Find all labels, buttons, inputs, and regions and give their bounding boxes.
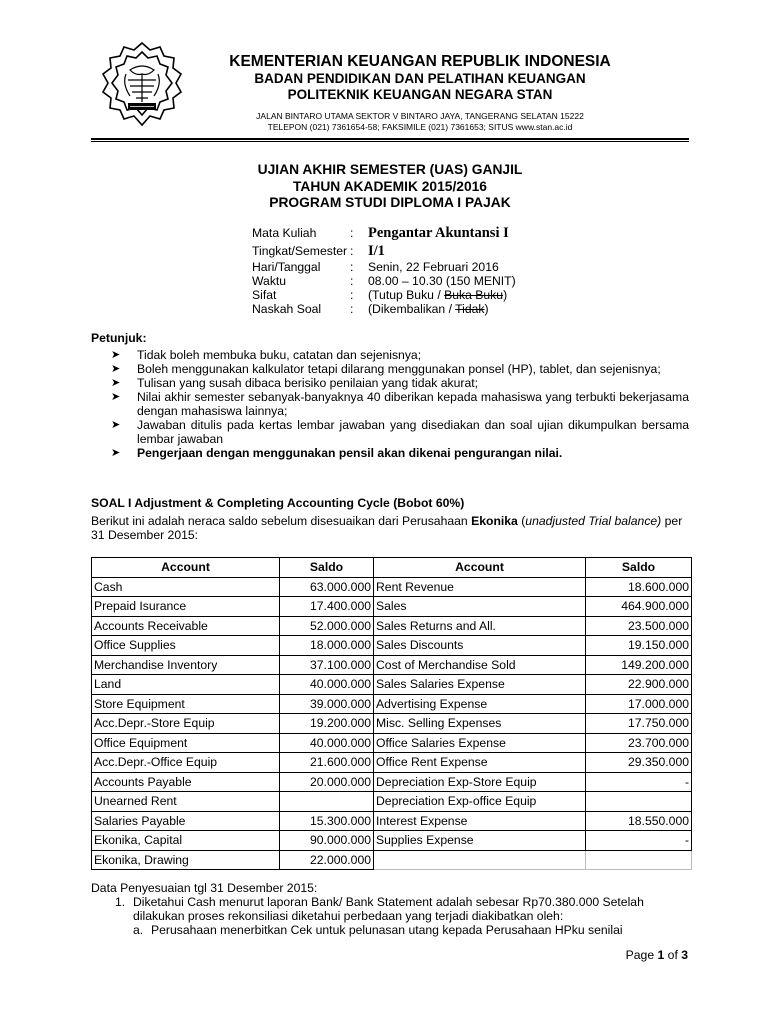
info-row-level: Tingkat/Semester : I/1 (252, 243, 385, 259)
ministry-name: KEMENTERIAN KEUANGAN REPUBLIK INDONESIA (229, 53, 611, 70)
info-row-date: Hari/Tanggal : Senin, 22 Februari 2016 (252, 260, 499, 274)
sheet-value: (Dikembalikan / Tidak) (368, 302, 489, 316)
exam-title-line3: PROGRAM STUDI DIPLOMA I PAJAK (269, 195, 511, 210)
letterhead (190, 52, 650, 133)
exam-info (252, 224, 516, 316)
list-item: ➤ Pengerjaan dengan menggunakan pensil akan dikenai pengurangan nilai. (111, 446, 563, 460)
column-header: Account (92, 558, 280, 578)
exam-title-line1: UJIAN AKHIR SEMESTER (UAS) GANJIL (257, 162, 523, 177)
time-value: 08.00 – 10.30 (150 MENIT) (368, 274, 516, 288)
level-value: I/1 (368, 243, 385, 259)
question-intro: Berikut ini adalah neraca saldo sebelum disesuaikan dari Perusahaan Ekonika (unadjusted Trial balance) per 31 Desember 2015: (91, 513, 683, 542)
table-row: Accounts Payable 20.000.000 Depreciation Exp-Store Equip - (92, 772, 692, 792)
header-rule-thick (91, 138, 689, 140)
table-row: Land 40.000.000 Sales Salaries Expense 22.900.000 (92, 675, 692, 695)
list-item: ➤ Boleh menggunakan kalkulator tetapi dilarang menggunakan ponsel (HP), tablet, dan sejenisnya; (111, 362, 661, 376)
list-item: ➤ Tulisan yang susah dibaca berisiko penilaian yang tidak akurat; (111, 376, 479, 390)
contact: TELEPON (021) 7361654-58; FAKSIMILE (021) 7361653; SITUS www.stan.ac.id (267, 122, 573, 132)
exam-title (91, 162, 689, 212)
table-row: Prepaid Isurance 17.400.000 Sales 464.900.000 (92, 597, 692, 617)
arrow-bullet-icon: ➤ (111, 419, 121, 431)
address: JALAN BINTARO UTAMA SEKTOR V BINTARO JAYA, TANGERANG SELATAN 15222 (256, 111, 584, 121)
ministry-logo-icon (100, 40, 184, 132)
table-row: Acc.Depr.-Store Equip 19.200.000 Misc. Selling Expenses 17.750.000 (92, 714, 692, 734)
arrow-bullet-icon: ➤ (111, 363, 121, 375)
column-header: Account (374, 558, 586, 578)
info-row-course: Mata Kuliah : Pengantar Akuntansi I (252, 225, 509, 241)
list-item-continuation: dilakukan proses rekonsiliasi diketahui perbedaan yang terjadi diakibatkan oleh: (133, 909, 564, 923)
question-section (91, 496, 689, 543)
adjustment-data (91, 881, 689, 937)
page-number: Page 1 of 3 (625, 948, 688, 962)
arrow-bullet-icon: ➤ (111, 391, 121, 403)
table-row: Salaries Payable 15.300.000 Interest Expense 18.550.000 (92, 811, 692, 831)
arrow-bullet-icon: ➤ (111, 447, 121, 459)
instructions-title: Petunjuk: (91, 331, 147, 345)
info-row-sheet: Naskah Soal : (Dikembalikan / Tidak) (252, 302, 489, 316)
list-item: a. Perusahaan menerbitkan Cek untuk pelunasan utang kepada Perusahaan HPku senilai (133, 923, 623, 937)
header-rule-thin (91, 141, 689, 142)
list-item: ➤ Tidak boleh membuka buku, catatan dan sejenisnya; (111, 348, 422, 362)
list-item: ➤ Nilai akhir semester sebanyak-banyaknya 40 diberikan kepada mahasiswa yang terbukti bekerjasama dengan mahasiswa lainnya; (111, 390, 689, 418)
nature-value: (Tutup Buku / Buka Buku) (368, 288, 508, 302)
table-row: Acc.Depr.-Office Equip 21.600.000 Office Rent Expense 29.350.000 (92, 753, 692, 773)
instructions (91, 331, 689, 460)
table-row: Office Equipment 40.000.000 Office Salaries Expense 23.700.000 (92, 733, 692, 753)
arrow-bullet-icon: ➤ (111, 349, 121, 361)
list-item: ➤ Jawaban ditulis pada kertas lembar jawaban yang disediakan dan soal ujian dikumpulkan bersama lembar jawaban (111, 418, 689, 446)
table-row: Ekonika, Capital 90.000.000 Supplies Expense - (92, 831, 692, 851)
table-row: Cash 63.000.000 Rent Revenue 18.600.000 (92, 577, 692, 597)
adjustment-title: Data Penyesuaian tgl 31 Desember 2015: (91, 881, 318, 895)
table-row: Unearned Rent Depreciation Exp-office Equip (92, 792, 692, 812)
date-value: Senin, 22 Februari 2016 (368, 260, 499, 274)
course-name: Pengantar Akuntansi I (368, 225, 509, 241)
table-row: Accounts Receivable 52.000.000 Sales Returns and All. 23.500.000 (92, 616, 692, 636)
table-row: Ekonika, Drawing 22.000.000 (92, 850, 692, 870)
table-row: Merchandise Inventory 37.100.000 Cost of Merchandise Sold 149.200.000 (92, 655, 692, 675)
column-header: Saldo (586, 558, 692, 578)
table-row: Store Equipment 39.000.000 Advertising Expense 17.000.000 (92, 694, 692, 714)
info-row-nature: Sifat : (Tutup Buku / Buka Buku) (252, 288, 508, 302)
info-row-time: Waktu : 08.00 – 10.30 (150 MENIT) (252, 274, 516, 288)
school-name: POLITEKNIK KEUANGAN NEGARA STAN (287, 87, 553, 102)
table-header-row (92, 558, 692, 578)
column-header: Saldo (280, 558, 374, 578)
exam-title-line2: TAHUN AKADEMIK 2015/2016 (293, 178, 487, 194)
agency-name: BADAN PENDIDIKAN DAN PELATIHAN KEUANGAN (254, 71, 586, 86)
trial-balance-table (91, 557, 692, 870)
question-title: SOAL I Adjustment & Completing Accounting Cycle (Bobot 60%) (91, 496, 465, 510)
arrow-bullet-icon: ➤ (111, 377, 121, 389)
list-item: 1. Diketahui Cash menurut laporan Bank/ Bank Statement adalah sebesar Rp70.380.000 Setelah (115, 895, 644, 909)
table-row: Office Supplies 18.000.000 Sales Discounts 19.150.000 (92, 636, 692, 656)
